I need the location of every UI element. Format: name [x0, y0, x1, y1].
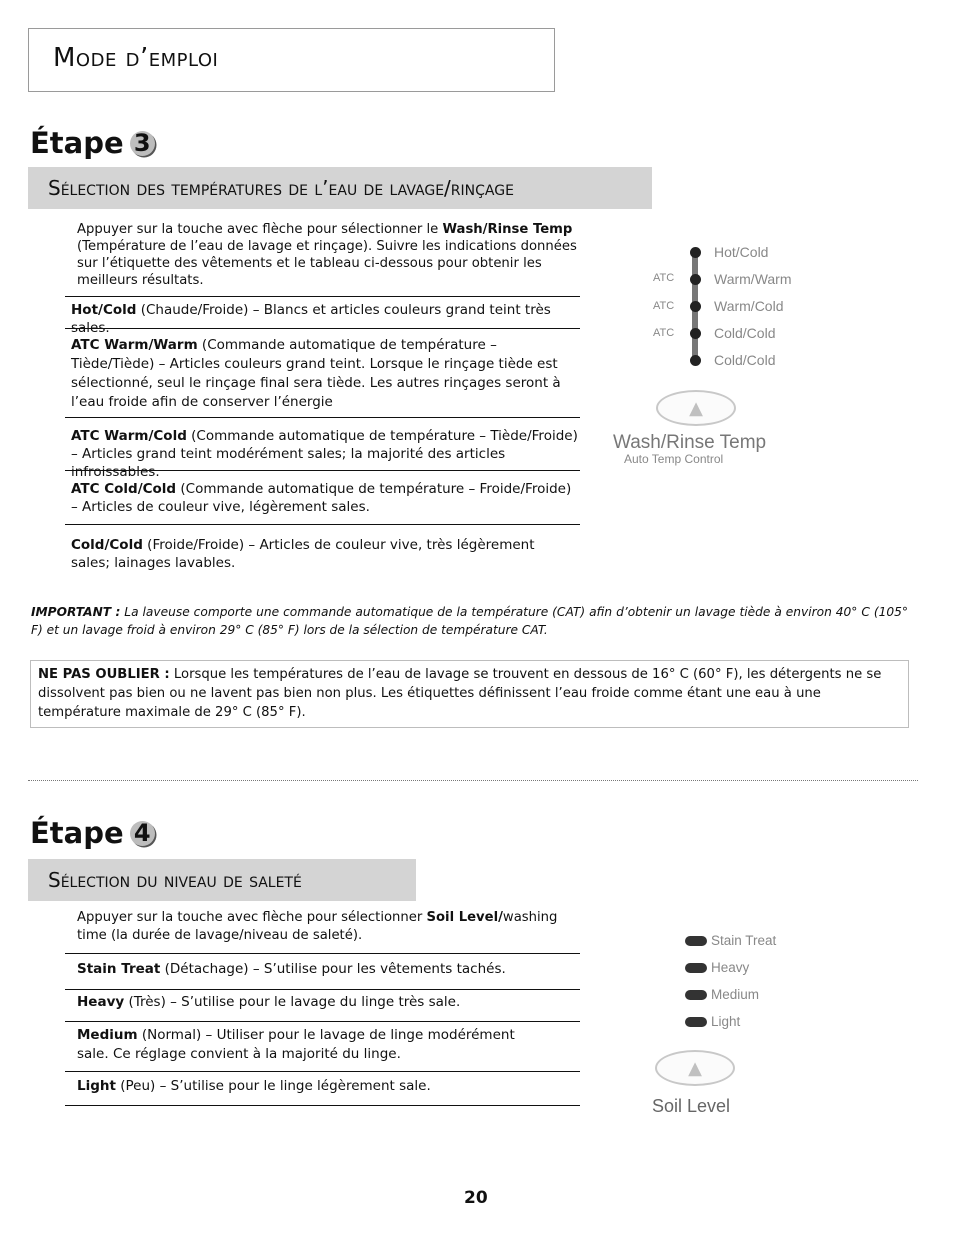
table-divider: [65, 417, 580, 418]
wash-rinse-temp-title: Wash/Rinse Temp: [613, 432, 767, 453]
etape-4-heading: [30, 816, 155, 850]
atc-label: ATC: [653, 272, 675, 284]
reminder-label: NE PAS OUBLIER :: [38, 667, 170, 682]
table-divider: [65, 1071, 580, 1072]
auto-temp-control-label: Auto Temp Control: [624, 452, 724, 466]
etape-3-section-title: [28, 167, 652, 209]
wash-rinse-temp-term: Wash/Rinse Temp: [442, 222, 573, 237]
option-label: Cold/Cold: [714, 352, 776, 368]
etape-3-label: Étape: [30, 126, 124, 160]
option-label: Stain Treat: [711, 933, 777, 948]
etape-4-intro: Appuyer sur la touche avec flèche pour sélectionner Soil Level/washing time (la durée de lavage/niveau de saleté).: [77, 910, 558, 943]
temp-row-cold-cold: Cold/Cold (Froide/Froide) – Articles de couleur vive, très légèrement sales; lainages lavables.: [71, 537, 535, 571]
up-arrow-icon: ▲: [689, 397, 703, 419]
atc-label: ATC: [653, 300, 675, 312]
table-divider: [65, 1021, 580, 1022]
table-divider: [65, 524, 580, 525]
section-separator: [28, 780, 918, 781]
page-header-title: Mode d’emploi: [53, 43, 219, 73]
led-indicator: [685, 963, 707, 973]
etape-3-heading: [30, 126, 155, 160]
reminder-box: [30, 660, 909, 728]
led-indicator: [690, 355, 701, 366]
up-arrow-icon: ▲: [688, 1057, 702, 1079]
etape-3-section-title-text: Sélection des températures de l’eau de lavage/rinçage: [48, 176, 514, 200]
atc-label: ATC: [653, 327, 675, 339]
led-indicator: [690, 247, 701, 258]
etape-4-label: Étape: [30, 816, 124, 850]
soil-row-light: Light (Peu) – S’utilise pour le linge légèrement sale.: [77, 1078, 431, 1094]
important-label: IMPORTANT :: [31, 605, 121, 619]
temp-row-atc-cold-cold: ATC Cold/Cold (Commande automatique de température – Froide/Froide) – Articles de couleur vive, légèrement sales.: [71, 481, 572, 515]
led-indicator: [690, 328, 701, 339]
important-note: IMPORTANT : La laveuse comporte une commande automatique de la température (CAT) afin d’obtenir un lavage tiède à environ 40° C (105° F) et un lavage froid à environ 29° C (85° F) lors de la sélection de température CAT.: [31, 605, 908, 637]
table-divider: [65, 328, 580, 329]
reminder-text: NE PAS OUBLIER : Lorsque les températures de l’eau de lavage se trouvent en dessous de 16° C (60° F), les détergents ne se dissolvent pas bien ou ne lavent pas bien non plus. Les étiquettes définissent l’eau froide comme étant une eau à une température maximale de 29° C (85° F).: [38, 667, 882, 720]
option-label: Heavy: [711, 960, 750, 975]
table-divider: [65, 296, 580, 297]
soil-row-medium: Medium (Normal) – Utiliser pour le lavage de linge modérément sale. Ce réglage convient à la majorité du linge.: [77, 1027, 515, 1062]
option-label: Cold/Cold: [714, 325, 776, 341]
option-label: Medium: [711, 987, 760, 1002]
temp-row-atc-warm-warm: ATC Warm/Warm (Commande automatique de température – Tiède/Tiède) – Articles couleurs grand teint. Lorsque le rinçage tiède est sélectionné, seul le rinçage final sera tiède. Les autres rinçages seront à l’eau froide afin de conserver l’énergie: [71, 337, 561, 410]
led-indicator: [685, 936, 707, 946]
page-number: 20: [464, 1188, 488, 1208]
soil-row-stain-treat: Stain Treat (Détachage) – S’utilise pour les vêtements tachés.: [77, 961, 506, 977]
temp-row-hot-cold: Hot/Cold (Chaude/Froide) – Blancs et articles couleurs grand teint très sales.: [71, 302, 551, 336]
table-divider: [65, 953, 580, 954]
etape-4-section-title: [28, 859, 416, 901]
etape-4-section-title-text: Sélection du niveau de saleté: [48, 868, 302, 892]
etape-3-number-badge: 3: [130, 131, 155, 156]
soil-row-heavy: Heavy (Très) – S’utilise pour le lavage du linge très sale.: [77, 994, 461, 1010]
led-indicator: [685, 990, 707, 1000]
table-divider: [65, 989, 580, 990]
temp-row-atc-warm-cold: ATC Warm/Cold (Commande automatique de température – Tiède/Froide) – Articles grand teint modérément sales; la majorité des articles infroissables.: [71, 428, 578, 480]
option-label: Warm/Warm: [714, 271, 792, 287]
table-divider: [65, 1105, 580, 1106]
soil-level-title: Soil Level: [652, 1096, 731, 1116]
etape-3-intro: Appuyer sur la touche avec flèche pour sélectionner le Wash/Rinse Temp (Température de l’eau de lavage et rinçage). Suivre les indications données sur l’étiquette des vêtements et le tableau ci-dessous pour obtenir les meilleurs résultats.: [77, 222, 577, 288]
etape-4-number-badge: 4: [130, 821, 155, 846]
option-label: Light: [711, 1014, 741, 1029]
header-box: [28, 28, 555, 92]
wash-rinse-temp-panel: [610, 240, 810, 470]
soil-level-button: [655, 1050, 735, 1086]
soil-level-panel: [645, 928, 815, 1123]
table-divider: [65, 470, 580, 471]
led-indicator: [690, 301, 701, 312]
option-label: Warm/Cold: [714, 298, 784, 314]
wash-rinse-temp-button: [656, 390, 736, 426]
soil-level-term: Soil Level/: [426, 910, 503, 925]
option-label: Hot/Cold: [714, 244, 769, 260]
led-indicator: [685, 1017, 707, 1027]
led-indicator: [690, 274, 701, 285]
